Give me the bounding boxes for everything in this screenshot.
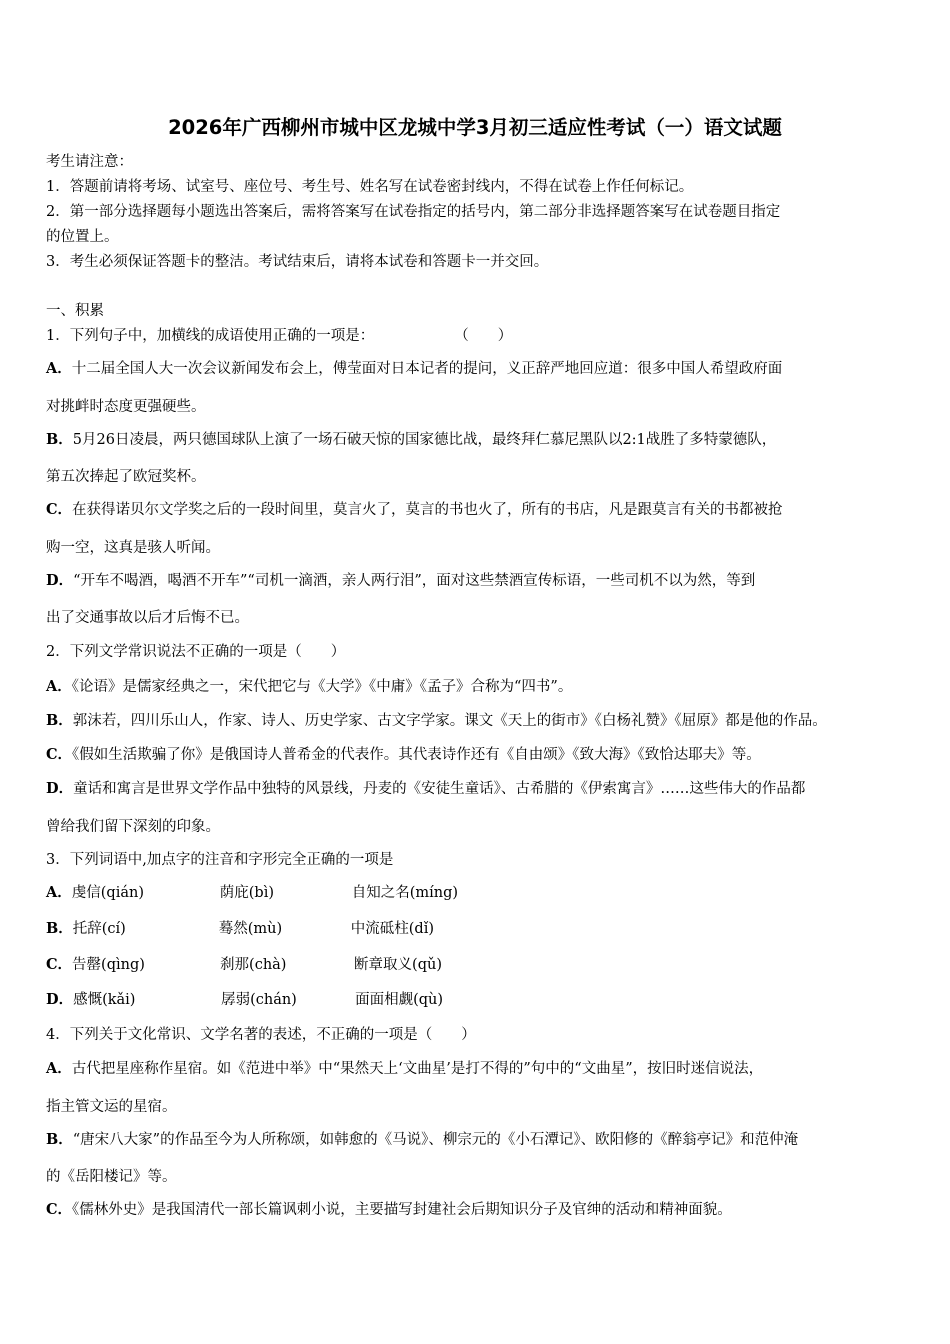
option-label: B． (46, 920, 73, 937)
option-text: 《论语》是儒家经典之一，宋代把它与《大学》《中庸》《孟子》合称为“四书”。 (71, 679, 573, 695)
word-item: 面面相觑(qù) (355, 992, 444, 1008)
option-continuation: 指主管文运的星宿。 (46, 1099, 177, 1115)
option-text: “开车不喝酒，喝酒不开车”“司机一滴酒，亲人两行泪”，面对这些禁酒宣传标语，一些司机不以为然，等到 (73, 573, 756, 589)
option-a (46, 359, 782, 379)
option-label: C． (46, 746, 73, 763)
question-stem-text: 1．下列句子中，加横线的成语使用正确的一项是： (46, 328, 375, 344)
option-continuation: 曾给我们留下深刻的印象。 (46, 819, 220, 835)
notice-heading: 考生请注意： (46, 154, 133, 170)
option-continuation: 第五次捧起了欧冠奖杯。 (46, 469, 206, 485)
option-text: “唐宋八大家”的作品至今为人所称颂，如韩愈的《马说》、柳宗元的《小石潭记》、欧阳修的《醉翁亭记》和范仲淹 (72, 1132, 799, 1148)
notice-item: 3．考生必须保证答题卡的整洁。考试结束后，请将本试卷和答题卡一并交回。 (46, 254, 549, 270)
question-4-stem: 4．下列关于文化常识、文学名著的表述，不正确的一项是（ ） (46, 1027, 476, 1043)
option-label: A． (46, 678, 72, 695)
option-b (46, 430, 776, 450)
word-item: 感慨(kǎi) (73, 992, 136, 1008)
question-3-stem: 3．下列词语中,加点字的注音和字形完全正确的一项是 (46, 852, 394, 868)
option-continuation: 出了交通事故以后才后悔不已。 (46, 610, 249, 626)
question-2-stem: 2．下列文学常识说法不正确的一项是（ ） (46, 644, 346, 660)
option-text: 古代把星座称作星宿。如《范进中举》中“果然天上‘文曲星’是打不得的”句中的“文曲星”，按旧时迷信说法， (71, 1061, 764, 1077)
option-c (46, 955, 442, 975)
option-continuation: 的《岳阳楼记》等。 (46, 1169, 177, 1185)
option-continuation: 对挑衅时态度更强硬些。 (46, 399, 206, 415)
option-text: 5月26日凌晨，两只德国球队上演了一场石破天惊的国家德比战，最终拜仁慕尼黑队以2:1战胜了多特蒙德队， (72, 432, 777, 448)
word-item: 告罄(qìng) (72, 957, 145, 973)
word-item: 中流砥柱(dǐ) (350, 921, 434, 937)
option-continuation: 购一空，这真是骇人听闻。 (46, 540, 220, 556)
option-c (46, 1200, 732, 1220)
option-b (46, 711, 827, 731)
option-b (46, 919, 434, 939)
word-item: 托辞(cí) (72, 921, 126, 937)
question-1-stem (46, 326, 512, 346)
notice-item: 1．答题前请将考场、试室号、座位号、考生号、姓名写在试卷密封线内，不得在试卷上作任何标记。 (46, 179, 694, 195)
option-label: B． (46, 431, 73, 448)
word-item: 自知之名(míng) (351, 885, 459, 901)
notice-item: 2．第一部分选择题每小题选出答案后，需将答案写在试卷指定的括号内，第二部分非选择题答案写在试卷题目指定 (46, 204, 781, 220)
option-b (46, 1130, 798, 1150)
option-a (46, 677, 572, 697)
option-d (46, 779, 805, 799)
option-text: 在获得诺贝尔文学奖之后的一段时间里，莫言火了，莫言的书也火了，所有的书店，凡是跟莫言有关的书都被抢 (72, 502, 783, 518)
option-label: D． (46, 780, 74, 797)
option-label: A． (46, 1060, 72, 1077)
option-label: D． (46, 572, 74, 589)
option-c (46, 500, 783, 520)
option-a (46, 1059, 763, 1079)
option-text: 《假如生活欺骗了你》是俄国诗人普希金的代表作。其代表诗作还有《自由颂》《致大海》《致恰达耶夫》等。 (72, 747, 761, 763)
word-item: 孱弱(chán) (221, 992, 297, 1008)
option-text: 童话和寓言是世界文学作品中独特的风景线，丹麦的《安徒生童话》、古希腊的《伊索寓言》……这些伟大的作品都 (73, 781, 806, 797)
word-item: 虔信(qián) (71, 885, 144, 901)
option-text: 《儒林外史》是我国清代一部长篇讽刺小说，主要描写封建社会后期知识分子及官绅的活动和精神面貌。 (72, 1202, 732, 1218)
notice-item: 的位置上。 (46, 229, 119, 245)
option-d (46, 571, 755, 591)
word-item: 断章取义(qǔ) (354, 957, 442, 973)
word-item: 荫庇(bì) (219, 885, 274, 901)
option-a (46, 883, 458, 903)
word-item: 刹那(chà) (220, 957, 287, 973)
answer-bracket: （ ） (454, 328, 513, 344)
option-label: D． (46, 991, 74, 1008)
exam-title: 2026年广西柳州市城中区龙城中学3月初三适应性考试（一）语文试题 (168, 116, 782, 139)
option-label: C． (46, 956, 73, 973)
option-text: 十二届全国人大一次会议新闻发布会上，傅莹面对日本记者的提问，义正辞严地回应道：很多中国人希望政府面 (71, 361, 783, 377)
word-item: 蓦然(mù) (218, 921, 283, 937)
option-label: A． (46, 360, 72, 377)
option-label: C． (46, 501, 73, 518)
option-label: C． (46, 1201, 73, 1218)
option-c (46, 745, 761, 765)
option-label: B． (46, 1131, 73, 1148)
section-heading: 一、积累 (46, 303, 104, 319)
option-text: 郭沫若，四川乐山人，作家、诗人、历史学家、古文字学家。课文《天上的街市》《白杨礼赞》《屈原》都是他的作品。 (72, 713, 827, 729)
option-label: B． (46, 712, 73, 729)
option-label: A． (46, 884, 72, 901)
option-d (46, 990, 443, 1010)
